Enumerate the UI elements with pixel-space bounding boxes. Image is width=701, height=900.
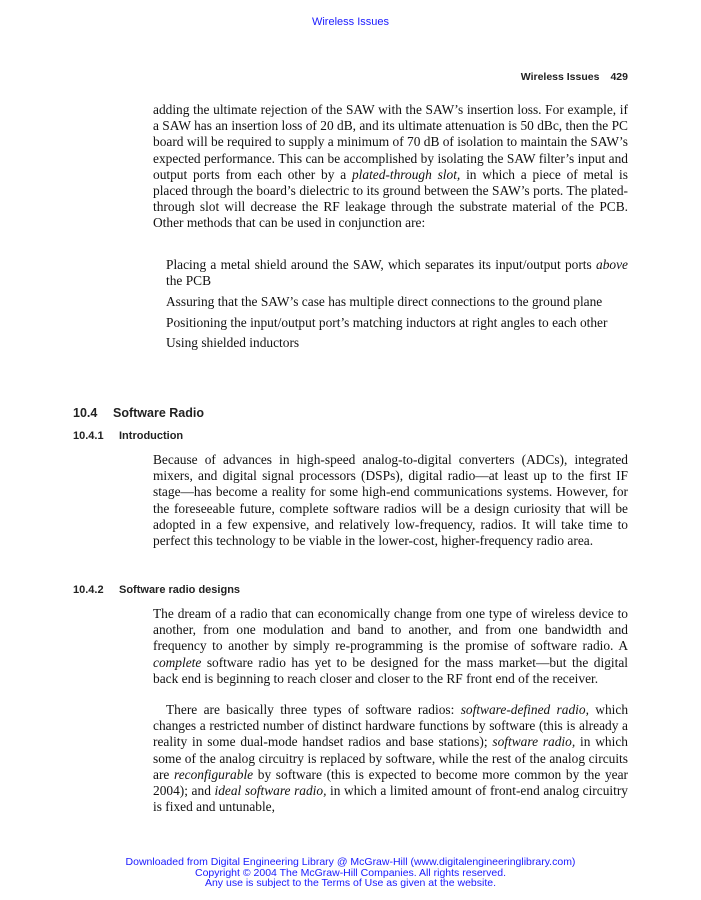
emphasis: software radio, <box>492 734 576 750</box>
section-title: Software Radio <box>113 406 204 420</box>
emphasis: complete <box>153 654 202 670</box>
text-run: adding the ultimate rejection of the SAW with the SAW’s insertion loss. For example, if a SAW has an insertion loss of 20 dB, and its ultimate attenuation is 50 dBc, then the PC board will be required to supply a minimum of 70 dB of isolation to maintain the SAW’s expected performance. This can be accomplished by isolating the SAW filter’s input and output ports from each other by a <box>153 102 628 182</box>
list-item: Positioning the input/output port’s matching inductors at right angles to each other <box>166 314 608 330</box>
footer-download-link[interactable]: Downloaded from Digital Engineering Library @ McGraw-Hill (www.digitalengineeringlibrary.com) <box>125 856 576 868</box>
text-run: by software (this is expected to become more common by the year 2004); and <box>153 766 629 799</box>
text-run: in which a limited amount of front-end analog circuitry is fixed and untunable, <box>153 783 629 815</box>
subsection-title: Introduction <box>119 430 184 442</box>
running-head-title: Wireless Issues <box>520 71 600 83</box>
footer-notice <box>0 857 701 889</box>
text-run: software radio has yet to be designed for the mass market—but the digital back end is beginning to reach closer and closer to the RF front end of the receiver. <box>153 654 628 686</box>
section-number: 10.4 <box>73 406 98 420</box>
subsection-number: 10.4.2 <box>73 584 104 596</box>
list-item: Using shielded inductors <box>166 335 300 351</box>
emphasis: plated-through slot, <box>351 166 461 182</box>
paragraph-introduction: Because of advances in high-speed analog-to-digital converters (ADCs), integrated mixers, and digital signal processors (DSPs), digital radio—at least up to the first IF stage—has become a reality for some high-end communications systems. However, for the foreseeable future, complete software radios will be a design curiosity that will be adopted in a few expensive, and relatively low-frequency, radios. It will take time to perfect this technology to be viable in the lower-cost, higher-frequency radio area. <box>153 452 628 549</box>
subsection-heading-introduction <box>73 430 183 442</box>
paragraph-software-radio-promise <box>153 606 628 687</box>
text-run: which changes a restricted number of distinct hardware functions by software (this is already a reality in some dual-mode handset radios and base stations); <box>153 702 629 750</box>
list-item <box>166 257 628 289</box>
emphasis: above <box>596 257 628 272</box>
text-run: in which a piece of metal is placed through the board’s dielectric to its ground between the SAW’s ports. The plated-through slot will decrease the RF leakage through the substrate material of the PCB. Other methods that can be used in conjunction are: <box>153 166 628 231</box>
footer-copyright[interactable]: Copyright © 2004 The McGraw-Hill Companies. All rights reserved. <box>195 866 506 879</box>
page-number: 429 <box>610 71 628 83</box>
section-heading <box>73 406 204 420</box>
text-run: Placing a metal shield around the SAW, which separates its input/output ports <box>166 257 597 272</box>
emphasis: reconfigurable <box>174 766 254 782</box>
text-run: The dream of a radio that can economically change from one type of wireless device to another, from one modulation and band to another, and from one bandwidth and frequency to another by simply re-programming is the promise of software radio. A <box>153 606 628 654</box>
subsection-number: 10.4.1 <box>73 430 104 442</box>
text-run: There are basically three types of software radios: <box>166 702 461 717</box>
paragraph-software-radio-types <box>153 702 628 815</box>
paragraph-saw-isolation <box>153 102 628 232</box>
footer-terms-link[interactable]: Any use is subject to the Terms of Use as given at the website. <box>204 877 497 889</box>
subsection-heading-designs <box>73 584 240 596</box>
text-run: the PCB <box>166 273 212 289</box>
text-run: in which some of the analog circuitry is replaced by software, while the rest of the analog circuits are <box>153 734 628 782</box>
subsection-title: Software radio designs <box>119 584 241 596</box>
isolation-methods-list <box>166 257 628 356</box>
header-chapter-link[interactable]: Wireless Issues <box>311 16 390 28</box>
emphasis: software-defined radio, <box>460 702 589 717</box>
emphasis: ideal software radio, <box>214 783 327 799</box>
running-head <box>521 71 628 83</box>
list-item: Assuring that the SAW’s case has multiple direct connections to the ground plane <box>166 293 603 309</box>
